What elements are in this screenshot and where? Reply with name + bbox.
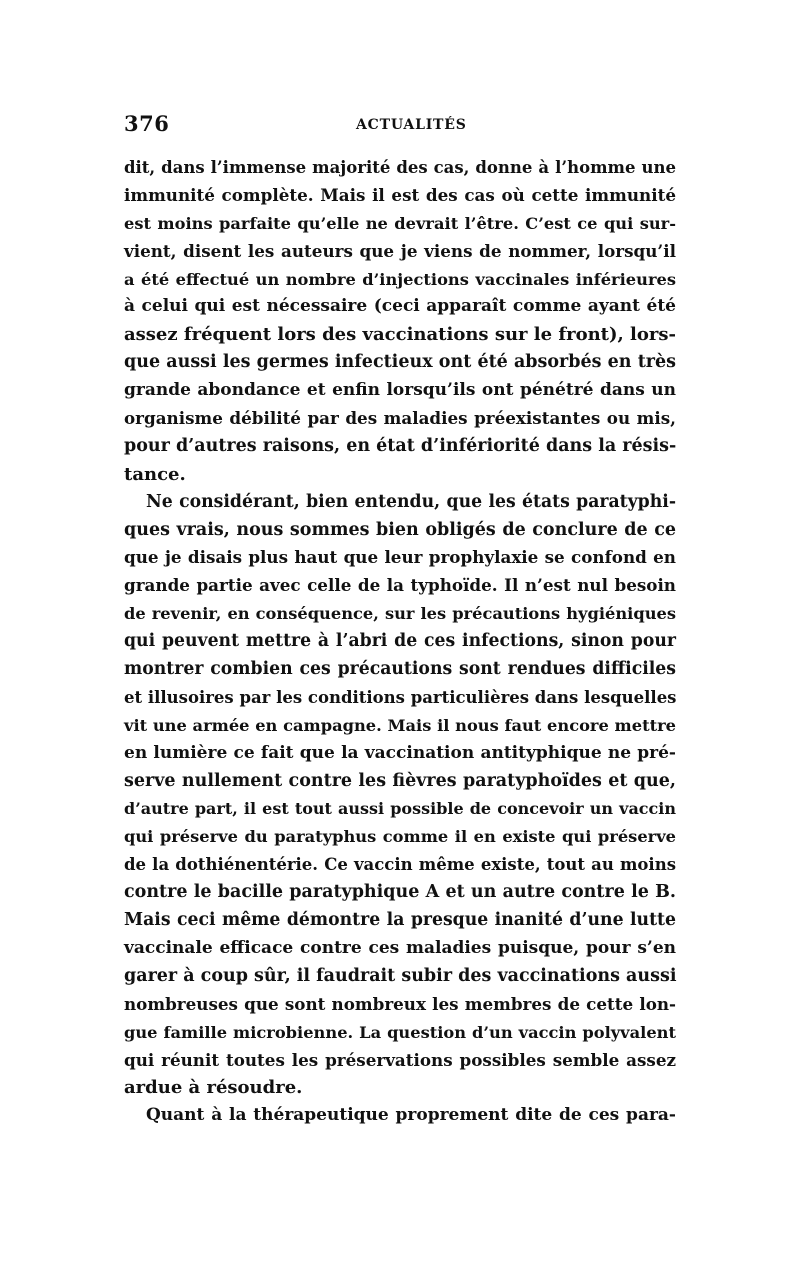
text-line: qui préserve du paratyphus comme il en existe qui préserve [124, 827, 676, 847]
text-line: ardue à résoudre. [124, 1077, 303, 1099]
text-line: vient, disent les auteurs que je viens de nommer, lorsqu’il [124, 240, 676, 261]
text-line: qui réunit toutes les préservations possibles semble assez [124, 1049, 676, 1070]
text-line: vaccinale efficace contre ces maladies puisque, pour s’en [124, 937, 676, 958]
text-line: ques vrais, nous sommes bien obligés de conclure de ce [124, 519, 676, 540]
text-line: que je disais plus haut que leur prophylaxie se confond en [124, 547, 676, 568]
page-header [124, 111, 676, 141]
text-line: assez fréquent lors des vaccinations sur le front), lors- [124, 324, 676, 346]
text-line: Quant à la thérapeutique proprement dite de ces para- [146, 1105, 676, 1126]
text-line: et illusoires par les conditions particulières dans lesquelles [124, 687, 677, 707]
text-line: dit, dans l’immense majorité des cas, donne à l’homme une [124, 158, 676, 177]
text-line: contre le bacille paratyphique A et un autre contre le B. [124, 882, 676, 903]
text-line: nombreuses que sont nombreux les membres de cette lon- [124, 993, 676, 1014]
text-line: organisme débilité par des maladies préexistantes ou mis, [124, 408, 676, 429]
text-line: Ne considérant, bien entendu, que les états paratyphi- [146, 491, 676, 512]
text-line: est moins parfaite qu’elle ne devrait l’être. C’est ce qui sur- [124, 213, 676, 233]
text-line: vit une armée en campagne. Mais il nous faut encore mettre [124, 715, 676, 735]
page-number: 376 [124, 111, 170, 136]
text-line: de la dothiénentérie. Ce vaccin même existe, tout au moins [124, 855, 676, 875]
text-line: tance. [124, 463, 186, 485]
text-line: qui peuvent mettre à l’abri de ces infections, sinon pour [124, 631, 676, 652]
text-line: a été effectué un nombre d’injections vaccinales inférieures [124, 269, 676, 289]
body-text [124, 154, 676, 1130]
text-line: garer à coup sûr, il faudrait subir des vaccinations aussi [124, 965, 677, 986]
text-line: gue famille microbienne. La question d’un vaccin polyvalent [124, 1022, 676, 1042]
running-head: ACTUALITÉS [356, 117, 467, 133]
text-line: grande partie avec celle de la typhoïde. Il n’est nul besoin [124, 575, 676, 596]
text-line: en lumière ce fait que la vaccination antityphique ne pré- [124, 742, 676, 763]
text-line: serve nullement contre les fièvres paratyphoïdes et que, [124, 770, 676, 791]
text-line: d’autre part, il est tout aussi possible de concevoir un vaccin [124, 799, 676, 819]
text-line: montrer combien ces précautions sont rendues difficiles [124, 659, 676, 680]
text-line: grande abondance et enfin lorsqu’ils ont pénétré dans un [124, 380, 676, 401]
text-line: que aussi les germes infectieux ont été absorbés en très [124, 352, 676, 373]
text-line: Mais ceci même démontre la presque inanité d’une lutte [124, 910, 676, 931]
text-line: pour d’autres raisons, en état d’infériorité dans la résis- [124, 435, 677, 456]
text-line: à celui qui est nécessaire (ceci apparaît comme ayant été [124, 296, 676, 317]
text-line: immunité complète. Mais il est des cas où cette immunité [124, 184, 676, 205]
text-line: de revenir, en conséquence, sur les précautions hygiéniques [124, 604, 676, 624]
